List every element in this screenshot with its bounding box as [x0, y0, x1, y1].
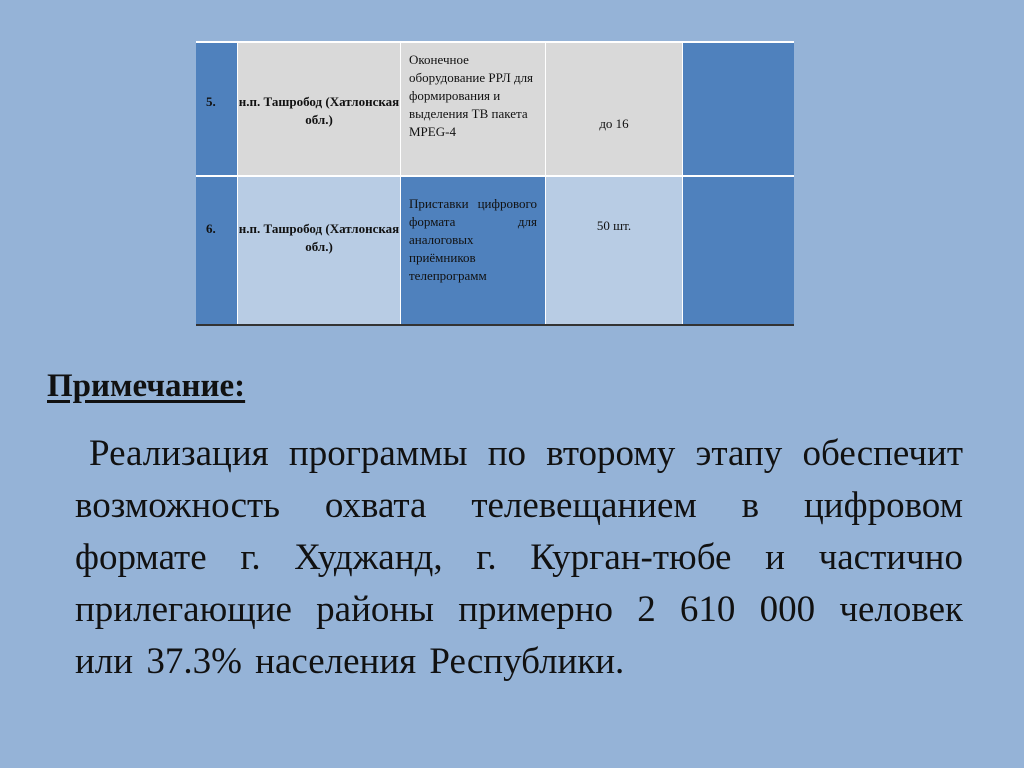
equipment-table	[196, 41, 794, 326]
row-extra	[683, 43, 794, 175]
row-place: н.п. Ташробод (Хатлонская обл.)	[238, 177, 401, 324]
row-place: н.п. Ташробод (Хатлонская обл.)	[238, 43, 401, 175]
row-equipment: Оконечное оборудование РРЛ для формирования и выделения ТВ пакета MPEG-4	[401, 43, 546, 175]
row-quantity: 50 шт.	[546, 177, 683, 324]
row-number: 5.	[196, 43, 238, 175]
table-row	[196, 43, 794, 177]
table-row	[196, 177, 794, 324]
row-number: 6.	[196, 177, 238, 324]
row-equipment: Приставки цифрового формата для аналоговых приёмников телепрограмм	[401, 177, 546, 324]
row-quantity: до 16	[546, 43, 683, 175]
note-text: Реализация программы по второму этапу обеспечит возможность охвата телевещанием в цифровом формате г. Худжанд, г. Курган-тюбе и частично прилегающие районы примерно 2 610 000 человек или 37.3% населения Республики.	[75, 433, 963, 682]
note-title: Примечание:	[47, 368, 246, 404]
row-extra	[683, 177, 794, 324]
